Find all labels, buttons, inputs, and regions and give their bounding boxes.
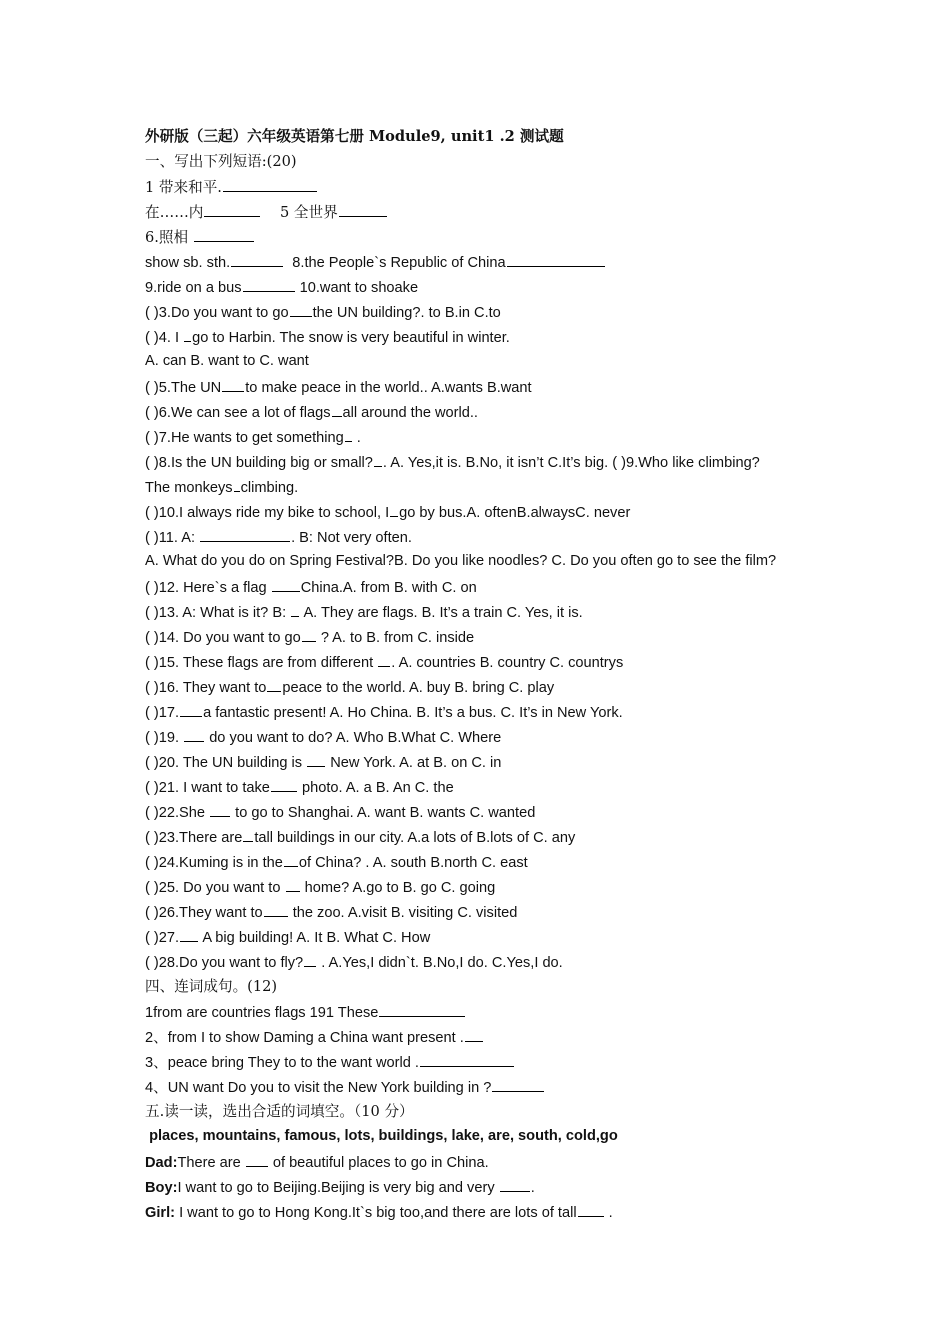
question-3: ( )3.Do you want to go the UN building?. to B.in C.to (145, 299, 825, 324)
sentence-3: 3、peace bring They to to the want world . (145, 1049, 825, 1074)
sentence-4: 4、UN want Do you to visit the New York building in ? (145, 1074, 825, 1099)
question-28: ( )28.Do you want to fly? . A.Yes,I didn`t. B.No,I do. C.Yes,I do. (145, 949, 825, 974)
question-17: ( )17. a fantastic present! A. Ho China. B. It’s a bus. C. It’s in New York. (145, 699, 825, 724)
answer-blank (243, 824, 253, 842)
answer-blank (290, 299, 312, 317)
question-8-9: ( )8.Is the UN building big or small? . A. Yes,it is. B.No, it isn’t C.It’s big. ( )9.Who like climbing? (145, 449, 825, 474)
question-4-options: A. can B. want to C. want (145, 353, 309, 369)
question-14: ( )14. Do you want to go ? A. to B. from C. inside (145, 624, 825, 649)
question-19: ( )19. do you want to do? A. Who B.What C. Where (145, 724, 825, 749)
answer-blank (291, 599, 299, 617)
answer-blank (180, 924, 198, 942)
answer-blank (184, 724, 204, 742)
question-22: ( )22.She to go to Shanghai. A. want B. wants C. wanted (145, 799, 825, 824)
dialogue-boy: Boy:I want to go to Beijing.Beijing is very big and very . (145, 1174, 825, 1199)
page-title: 外研版（三起）六年级英语第七册 Module9, unit1 .2 测试题 (145, 128, 564, 145)
sentence-1: 1from are countries flags 191 These (145, 999, 825, 1024)
question-26: ( )26.They want to the zoo. A.visit B. visiting C. visited (145, 899, 825, 924)
answer-blank (222, 374, 244, 392)
answer-blank (286, 874, 300, 892)
answer-blank (271, 774, 297, 792)
answer-blank (307, 749, 325, 767)
answer-blank (492, 1074, 544, 1092)
question-11: ( )11. A: . B: Not very often. (145, 524, 825, 549)
section-4-heading: 四、连词成句。(12) (145, 978, 278, 995)
answer-blank (267, 674, 281, 692)
answer-blank (420, 1049, 514, 1067)
word-bank: places, mountains, famous, lots, buildings, lake, are, south, cold,go (149, 1128, 618, 1144)
dialogue-dad: Dad:There are of beautiful places to go in China. (145, 1149, 825, 1174)
question-15: ( )15. These flags are from different . A. countries B. country C. countrys (145, 649, 825, 674)
phrase-line-4: show sb. sth. 8.the People`s Republic of China (145, 249, 825, 274)
answer-blank (184, 324, 191, 342)
answer-blank (500, 1174, 530, 1192)
answer-blank (507, 249, 605, 267)
answer-blank (194, 224, 254, 242)
answer-blank (231, 249, 283, 267)
question-4: ( )4. I go to Harbin. The snow is very beautiful in winter. (145, 324, 825, 349)
phrase-line-1: 1 带来和平. (145, 174, 825, 199)
question-13: ( )13. A: What is it? B: A. They are flags. B. It’s a train C. Yes, it is. (145, 599, 825, 624)
question-25: ( )25. Do you want to home? A.go to B. go C. going (145, 874, 825, 899)
section-5-heading: 五.读一读，选出合适的词填空。（10 分） (145, 1103, 414, 1120)
answer-blank (465, 1024, 483, 1042)
question-20: ( )20. The UN building is New York. A. at B. on C. in (145, 749, 825, 774)
answer-blank (264, 899, 288, 917)
answer-blank (284, 849, 298, 867)
question-7: ( )7.He wants to get something . (145, 424, 825, 449)
answer-blank (246, 1149, 268, 1167)
answer-blank (272, 574, 300, 592)
section-1-heading: 一、写出下列短语:(20) (145, 153, 297, 170)
answer-blank (379, 999, 465, 1017)
answer-blank (302, 624, 316, 642)
question-10: ( )10.I always ride my bike to school, I go by bus.A. oftenB.alwaysC. never (145, 499, 825, 524)
phrase-line-5: 9.ride on a bus 10.want to shoake (145, 274, 825, 299)
answer-blank (210, 799, 230, 817)
question-24: ( )24.Kuming is in the of China? . A. south B.north C. east (145, 849, 825, 874)
answer-blank (180, 699, 202, 717)
document-page (145, 124, 825, 1224)
phrase-line-3: 6.照相 (145, 224, 825, 249)
answer-blank (204, 199, 260, 217)
answer-blank (332, 399, 342, 417)
question-27: ( )27. A big building! A. It B. What C. How (145, 924, 825, 949)
answer-blank (345, 424, 352, 442)
answer-blank (390, 499, 398, 517)
question-16: ( )16. They want to peace to the world. A. buy B. bring C. play (145, 674, 825, 699)
sentence-2: 2、from I to show Daming a China want present . (145, 1024, 825, 1049)
answer-blank (378, 649, 390, 667)
answer-blank (339, 199, 387, 217)
phrase-line-2: 在……内 5 全世界 (145, 199, 825, 224)
question-11-options: A. What do you do on Spring Festival?B. Do you like noodles? C. Do you often go to see the film? (145, 553, 777, 569)
question-6: ( )6.We can see a lot of flags all around the world.. (145, 399, 825, 424)
answer-blank (304, 949, 316, 967)
question-12: ( )12. Here`s a flag China.A. from B. with C. on (145, 574, 825, 599)
question-5: ( )5.The UN to make peace in the world.. A.wants B.want (145, 374, 825, 399)
answer-blank (578, 1199, 604, 1217)
dialogue-girl: Girl: I want to go to Hong Kong.It`s big too,and there are lots of tall . (145, 1199, 825, 1224)
answer-blank (374, 449, 382, 467)
answer-blank (223, 174, 317, 192)
question-23: ( )23.There are tall buildings in our city. A.a lots of B.lots of C. any (145, 824, 825, 849)
answer-blank (200, 524, 290, 542)
question-9-cont: The monkeys climbing. (145, 474, 825, 499)
answer-blank (243, 274, 295, 292)
answer-blank (234, 474, 240, 492)
question-21: ( )21. I want to take photo. A. a B. An C. the (145, 774, 825, 799)
